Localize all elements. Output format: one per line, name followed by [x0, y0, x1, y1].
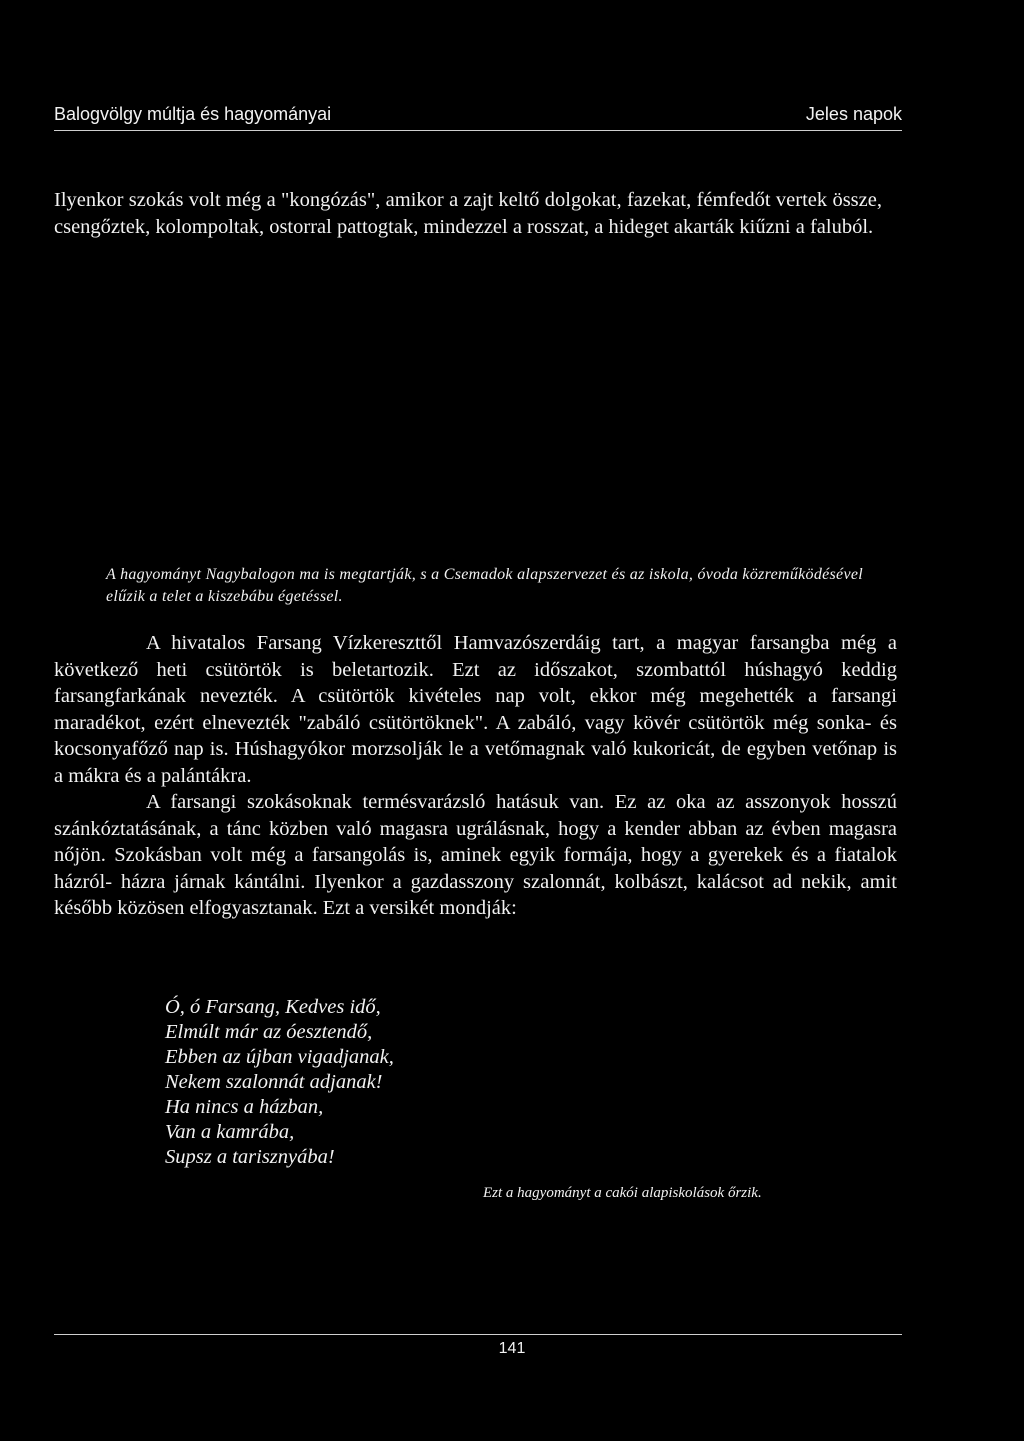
poem-line: Supsz a tarisznyába! [165, 1146, 335, 1168]
image-caption: A hagyományt Nagybalogon ma is megtartják, s a Csemadok alapszervezet és az iskola, óvoda közreműködésével elűzik a telet a kiszebábu égetéssel. [106, 566, 864, 605]
section-title: Jeles napok [805, 104, 902, 124]
main-text [54, 630, 897, 922]
poem-line: Ha nincs a házban, [165, 1096, 324, 1118]
paragraph-kongozas: Ilyenkor szokás volt még a "kongózás", amikor a zajt keltő dolgokat, fazekat, fémfedőt vertek össze, csengőztek, kolompoltak, ostorral pattogtak, mindezzel a rosszat, a hideget akarták kiűzni a faluból. [54, 189, 882, 238]
poem [165, 995, 394, 1170]
page-number: 141 [498, 1340, 526, 1357]
running-header [54, 104, 902, 128]
paragraph-farsang: A hivatalos Farsang Vízkereszttől Hamvazószerdáig tart, a magyar farsangba még a következő heti csütörtök is beletartozik. Ezt az időszakot, szombattól húshagyó keddig farsangfarkának nevezték. A csütörtök kivételes nap volt, ekkor még megehették a farsangi maradékot, ezért elnevezték "zabáló csütörtöknek". A zabáló, vagy kövér csütörtök még sonka- és kocsonyafőző nap is. Húshagyókor morzsolják le a vetőmagnak való kukoricát, de egyben vetőnap is a mákra és a palántákra. [54, 632, 897, 787]
poem-line: Ebben az újban vigadjanak, [165, 1046, 394, 1068]
poem-line: Van a kamrába, [165, 1121, 295, 1143]
poem-line: Ó, ó Farsang, Kedves idő, [165, 996, 381, 1018]
poem-line: Nekem szalonnát adjanak! [165, 1071, 383, 1093]
poem-credit: Ezt a hagyományt a cakói alapiskolások őrzik. [483, 1185, 762, 1201]
paragraph-szokasok: A farsangi szokásoknak termésvarázsló hatásuk van. Ez az oka az asszonyok hosszú szánkóztatásának, a tánc közben való magasra ugrálásnak, hogy a kender abban az évben magasra nőjön. Szokásban volt még a farsangolás is, aminek egyik formája, hogy a gyerekek és a fiatalok házról- házra járnak kántálni. Ilyenkor a gazdasszony szalonnát, kolbászt, kalácsot ad nekik, amit később közösen elfogyasztanak. Ezt a versikét mondják: [54, 791, 897, 919]
poem-line: Elmúlt már az óesztendő, [165, 1021, 373, 1043]
book-title: Balogvölgy múltja és hagyományai [54, 104, 332, 124]
footer-divider [54, 1334, 902, 1335]
header-divider [54, 130, 902, 131]
